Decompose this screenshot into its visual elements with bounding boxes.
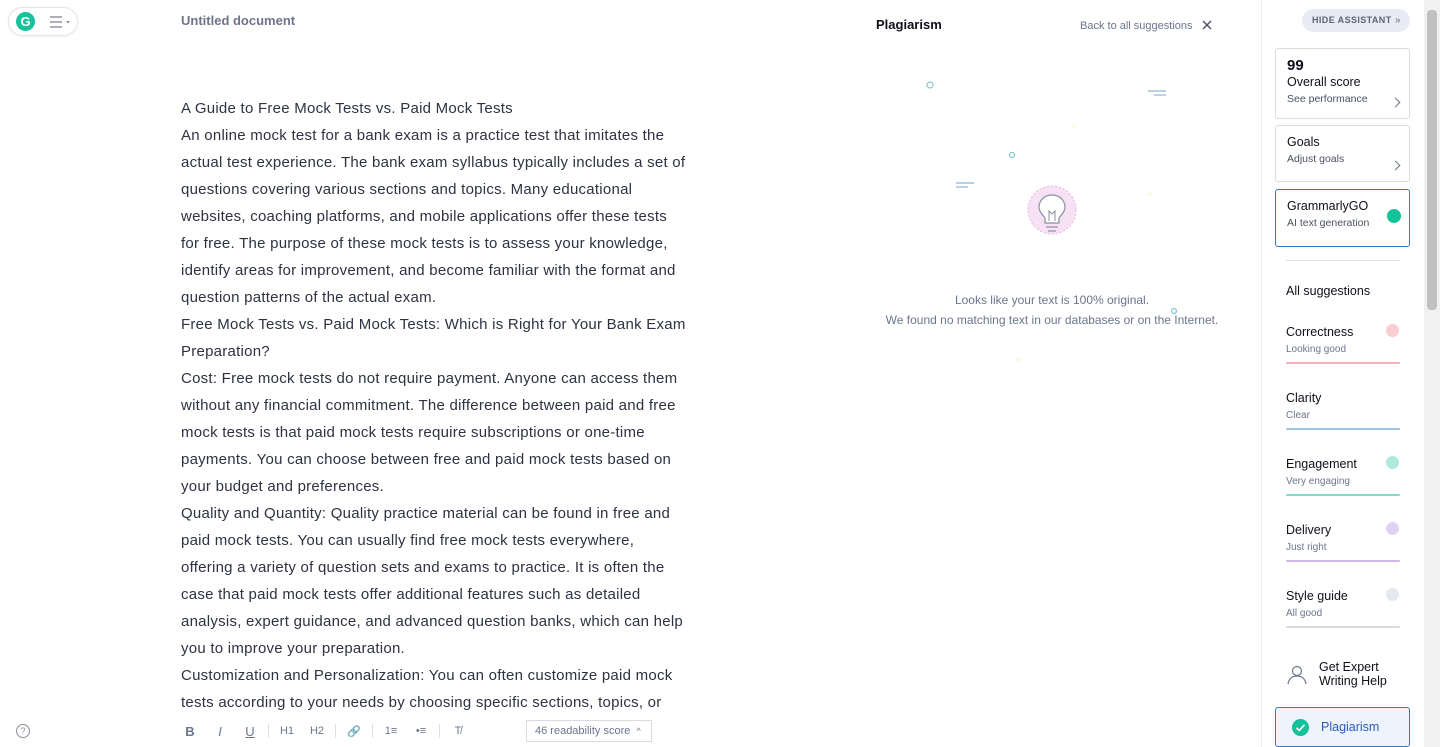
plagiarism-tab-label: Plagiarism	[1321, 720, 1380, 734]
all-suggestions-link[interactable]: All suggestions	[1286, 284, 1371, 298]
toolbar-separator	[268, 724, 269, 738]
hide-assistant-button[interactable]	[1302, 9, 1410, 32]
assistant-sidebar	[1261, 0, 1424, 747]
category-status: Clear	[1286, 410, 1310, 421]
chevron-right-icon	[1391, 161, 1401, 171]
category-delivery[interactable]	[1286, 522, 1400, 562]
svg-text:⁘: ⁘	[1015, 356, 1023, 366]
document-heading: A Guide to Free Mock Tests vs. Paid Mock Tests	[181, 100, 513, 117]
goals-card[interactable]	[1275, 125, 1410, 182]
category-bar	[1286, 494, 1400, 496]
plagiarism-panel-title: Plagiarism	[876, 17, 942, 32]
checkmark-circle-icon	[1292, 719, 1309, 736]
clear-format-button[interactable]: T̸	[454, 725, 462, 737]
category-bar	[1286, 626, 1400, 628]
category-correctness[interactable]	[1286, 324, 1400, 364]
document-paragraph: Free Mock Tests vs. Paid Mock Tests: Which is Right for Your Bank Exam Preparation?	[181, 316, 686, 360]
formatting-toolbar	[175, 718, 473, 744]
document-paragraph: Customization and Personalization: You can often customize paid mock tests according to your needs by choosing specific sections, topics, or	[181, 667, 673, 711]
overall-score-label: Overall score	[1287, 75, 1361, 89]
plagiarism-tab-button[interactable]	[1275, 707, 1410, 747]
category-style-guide[interactable]	[1286, 588, 1400, 628]
underline-button[interactable]: U	[245, 723, 255, 739]
adjust-goals-link[interactable]: Adjust goals	[1287, 153, 1345, 165]
category-engagement[interactable]	[1286, 456, 1400, 496]
svg-text:⁘: ⁘	[1070, 122, 1078, 132]
app-menu-pill[interactable]	[8, 7, 78, 36]
expert-line1: Get Expert	[1319, 660, 1379, 674]
category-check-icon	[1386, 522, 1399, 535]
category-name: Engagement	[1286, 457, 1357, 471]
category-check-icon	[1386, 324, 1399, 337]
document-paragraph: An online mock test for a bank exam is a practice test that imitates the actual test experience. The bank exam syllabus typically includes a set of questions covering various sections and topics. Many educational websites, coaching platforms, and mobile applications offer these tests for free. The purpose of these mock tests is to assess your knowledge, identify areas for improvement, and become familiar with the format and question patterns of the actual exam.	[181, 127, 686, 306]
expert-person-icon	[1286, 664, 1308, 686]
lightbulb-illustration-icon	[920, 75, 1190, 375]
goals-label: Goals	[1287, 135, 1320, 149]
bullet-list-button[interactable]: •≡	[415, 725, 427, 737]
grammarlygo-card[interactable]	[1275, 189, 1410, 247]
italic-button[interactable]: I	[218, 723, 222, 739]
page-scrollbar[interactable]	[1424, 0, 1440, 747]
heading1-button[interactable]: H1	[279, 725, 295, 737]
category-bar	[1286, 428, 1400, 430]
category-bar	[1286, 560, 1400, 562]
document-paragraph: Cost: Free mock tests do not require payment. Anyone can access them without any financial commitment. The difference between paid and free mock tests is that paid mock tests require subscriptions or one-time payments. You can choose between free and paid mock tests based on your budget and preferences.	[181, 370, 678, 495]
category-check-icon	[1386, 456, 1399, 469]
see-performance-link[interactable]: See performance	[1287, 93, 1368, 105]
plagiarism-result-line2: We found no matching text in our databases or on the Internet.	[885, 313, 1219, 327]
help-icon[interactable]: ?	[16, 724, 30, 738]
heading2-button[interactable]: H2	[309, 725, 325, 737]
readability-score-button[interactable]	[526, 720, 652, 742]
category-check-icon	[1386, 588, 1399, 601]
category-bar	[1286, 362, 1400, 364]
hide-assistant-label: HIDE ASSISTANT	[1312, 15, 1392, 25]
category-status: All good	[1286, 608, 1323, 619]
category-status: Just right	[1286, 542, 1327, 553]
category-status: Very engaging	[1286, 476, 1350, 487]
document-title[interactable]: Untitled document	[181, 13, 296, 28]
toolbar-separator	[372, 724, 373, 738]
toolbar-separator	[439, 724, 440, 738]
category-status: Looking good	[1286, 344, 1347, 355]
overall-score-value: 99	[1287, 57, 1304, 74]
svg-text:⁘: ⁘	[1146, 190, 1154, 200]
back-to-suggestions-link[interactable]: Back to all suggestions	[1080, 20, 1193, 32]
close-icon[interactable]	[1200, 18, 1214, 32]
grammarly-logo-icon[interactable]: G	[16, 12, 35, 31]
bold-button[interactable]: B	[185, 723, 195, 739]
category-name: Correctness	[1286, 325, 1354, 339]
readability-score-label: 46 readability score	[535, 725, 631, 737]
document-editor[interactable]	[181, 95, 686, 717]
toolbar-separator	[335, 724, 336, 738]
get-expert-help-link[interactable]	[1319, 660, 1387, 688]
document-paragraph: Quality and Quantity: Quality practice material can be found in free and paid mock tests. You can usually find free mock tests everywhere, offering a variety of question sets and exams to practice. It is often the case that paid mock tests offer additional features such as detailed analysis, expert guidance, and advanced question banks, which can help you to improve your preparation.	[181, 505, 683, 657]
category-name: Clarity	[1286, 391, 1322, 405]
sidebar-divider	[1286, 260, 1400, 261]
grammarlygo-bulb-icon	[1387, 209, 1401, 223]
category-name: Style guide	[1286, 589, 1348, 603]
double-chevron-right-icon: »	[1395, 15, 1401, 26]
caret-up-icon: ^	[636, 726, 641, 736]
category-clarity[interactable]	[1286, 390, 1400, 430]
category-name: Delivery	[1286, 523, 1332, 537]
expert-line2: Writing Help	[1319, 674, 1387, 688]
scrollbar-thumb[interactable]	[1427, 10, 1437, 310]
ordered-list-button[interactable]: 1≡	[384, 725, 398, 737]
link-button[interactable]: 🔗	[347, 725, 361, 738]
grammarlygo-label: GrammarlyGO	[1287, 199, 1369, 213]
grammarlygo-sub: AI text generation	[1287, 217, 1370, 229]
document-menu-icon[interactable]	[49, 15, 71, 29]
plagiarism-result-line1: Looks like your text is 100% original.	[954, 293, 1150, 307]
overall-score-card[interactable]	[1275, 48, 1410, 119]
